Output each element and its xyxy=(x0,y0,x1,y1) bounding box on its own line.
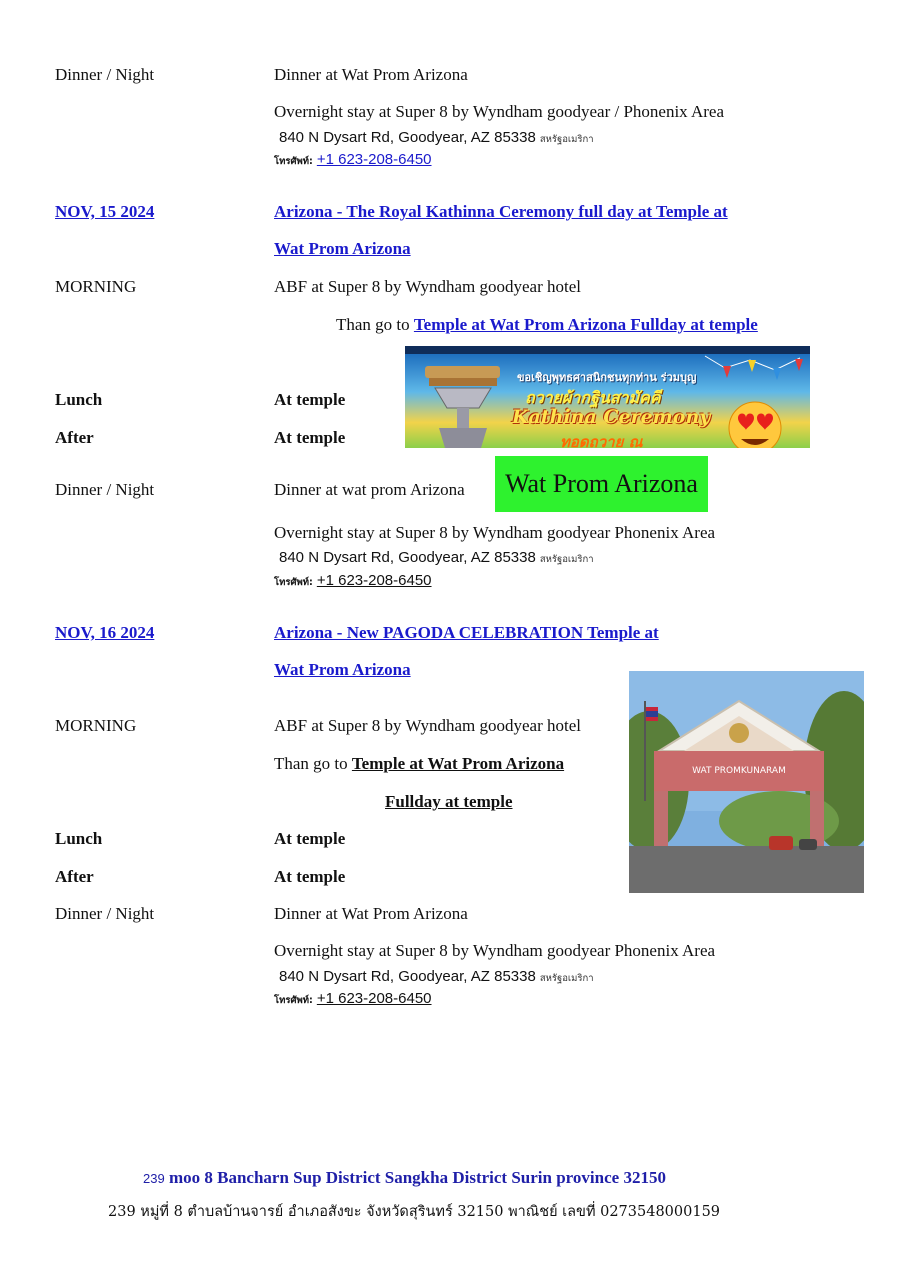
wat-prom-badge: Wat Prom Arizona xyxy=(495,456,708,512)
after-label: After xyxy=(55,867,94,886)
then-prefix: Than go to xyxy=(274,754,352,773)
flag-icon xyxy=(773,368,781,380)
country-text: สหรัฐอเมริกา xyxy=(539,134,594,145)
dinner-text: Dinner at wat prom Arizona xyxy=(274,480,465,499)
day16-title-line2[interactable]: Wat Prom Arizona xyxy=(274,660,411,679)
road xyxy=(629,846,864,893)
temple-gate-photo xyxy=(629,671,864,893)
dinner-text: Dinner at Wat Prom Arizona xyxy=(274,904,468,923)
after-text: At temple xyxy=(274,867,346,886)
country-text: สหรัฐอเมริกา xyxy=(539,973,594,984)
phone-label: โทรศัพท์: xyxy=(274,156,313,167)
banner-line3: Kathina Ceremony xyxy=(512,406,711,428)
address-text: 840 N Dysart Rd, Goodyear, AZ 85338 xyxy=(279,549,536,566)
morning-label: MORNING xyxy=(55,716,137,735)
banner-line2: ถวายผ้ากฐินสามัคคี xyxy=(525,388,661,407)
phone-line xyxy=(274,990,432,1008)
phone-label: โทรศัพท์: xyxy=(274,995,313,1006)
flag-icon xyxy=(748,360,756,372)
dinner-label: Dinner / Night xyxy=(55,480,155,499)
address-line xyxy=(279,129,594,147)
morning-text: ABF at Super 8 by Wyndham goodyear hotel xyxy=(274,277,581,296)
dinner-label: Dinner / Night xyxy=(55,904,155,923)
phone-line xyxy=(274,151,432,169)
lunch-text: At temple xyxy=(274,829,346,848)
car-icon xyxy=(799,839,817,850)
then-line xyxy=(274,754,564,774)
day15-title-line2[interactable]: Wat Prom Arizona xyxy=(274,239,411,258)
temple-link[interactable]: Temple at Wat Prom Arizona xyxy=(351,754,565,773)
address-text: 840 N Dysart Rd, Goodyear, AZ 85338 xyxy=(279,129,536,146)
after-text: At temple xyxy=(274,428,346,447)
urn-icon xyxy=(435,388,491,408)
footer-address-text: moo 8 Bancharn Sup District Sangkha District Surin province 32150 xyxy=(168,1168,666,1187)
footer-house-number: 239 xyxy=(143,1171,165,1186)
phone-link[interactable]: +1 623-208-6450 xyxy=(316,990,432,1007)
date-nov-15[interactable]: NOV, 15 2024 xyxy=(55,202,155,221)
flag-icon xyxy=(723,366,731,378)
after-label: After xyxy=(55,428,94,447)
then-prefix: Than go to xyxy=(336,315,414,334)
lunch-text: At temple xyxy=(274,390,346,409)
dinner-text: Dinner at Wat Prom Arizona xyxy=(274,65,468,84)
overnight-text: Overnight stay at Super 8 by Wyndham goodyear Phonenix Area xyxy=(274,941,716,960)
phone-link[interactable]: +1 623-208-6450 xyxy=(316,572,432,589)
address-line xyxy=(279,968,594,986)
banner-line4: ทอดถวาย ณ xyxy=(560,433,643,448)
date-nov-16[interactable]: NOV, 16 2024 xyxy=(55,623,155,642)
overnight-text: Overnight stay at Super 8 by Wyndham goodyear Phonenix Area xyxy=(274,523,716,542)
morning-text: ABF at Super 8 by Wyndham goodyear hotel xyxy=(274,716,581,735)
emblem-icon xyxy=(729,723,749,743)
fullday-link[interactable]: Fullday at temple xyxy=(385,792,513,811)
phone-link[interactable]: +1 623-208-6450 xyxy=(316,151,432,168)
day16-title-line1[interactable]: Arizona - New PAGODA CELEBRATION Temple at xyxy=(274,623,659,642)
kathina-banner xyxy=(405,346,810,448)
overnight-text: Overnight stay at Super 8 by Wyndham goodyear / Phonenix Area xyxy=(274,102,725,121)
footer-address-en xyxy=(143,1168,666,1188)
temple-gate-illustration xyxy=(629,671,864,893)
footer-address-th: 239 หมู่ที่ 8 ตำบลบ้านจารย์ อำเภอสังขะ จังหวัดสุรินทร์ 32150 พาณิชย์ เลขที่ 0273548000159 xyxy=(108,1204,721,1220)
phone-label: โทรศัพท์: xyxy=(274,577,313,588)
then-line xyxy=(336,315,758,335)
lunch-label: Lunch xyxy=(55,829,103,848)
lunch-label: Lunch xyxy=(55,390,103,409)
day15-title-line1[interactable]: Arizona - The Royal Kathinna Ceremony full day at Temple at xyxy=(274,202,728,221)
address-text: 840 N Dysart Rd, Goodyear, AZ 85338 xyxy=(279,968,536,985)
gate-sign-text: WAT PROMKUNARAM xyxy=(692,766,786,776)
gate-pillar xyxy=(654,791,668,851)
banner-line1: ขอเชิญพุทธศาสนิกชนทุกท่าน ร่วมบุญ xyxy=(517,371,697,384)
flag-icon xyxy=(795,359,803,371)
morning-label: MORNING xyxy=(55,277,137,296)
robe-fold-icon xyxy=(425,366,500,378)
dinner-label: Dinner / Night xyxy=(55,65,155,84)
temple-fullday-link[interactable]: Temple at Wat Prom Arizona Fullday at temple xyxy=(413,315,758,334)
phone-line xyxy=(274,572,432,590)
address-line xyxy=(279,549,594,567)
country-text: สหรัฐอเมริกา xyxy=(539,554,594,565)
car-icon xyxy=(769,836,793,850)
